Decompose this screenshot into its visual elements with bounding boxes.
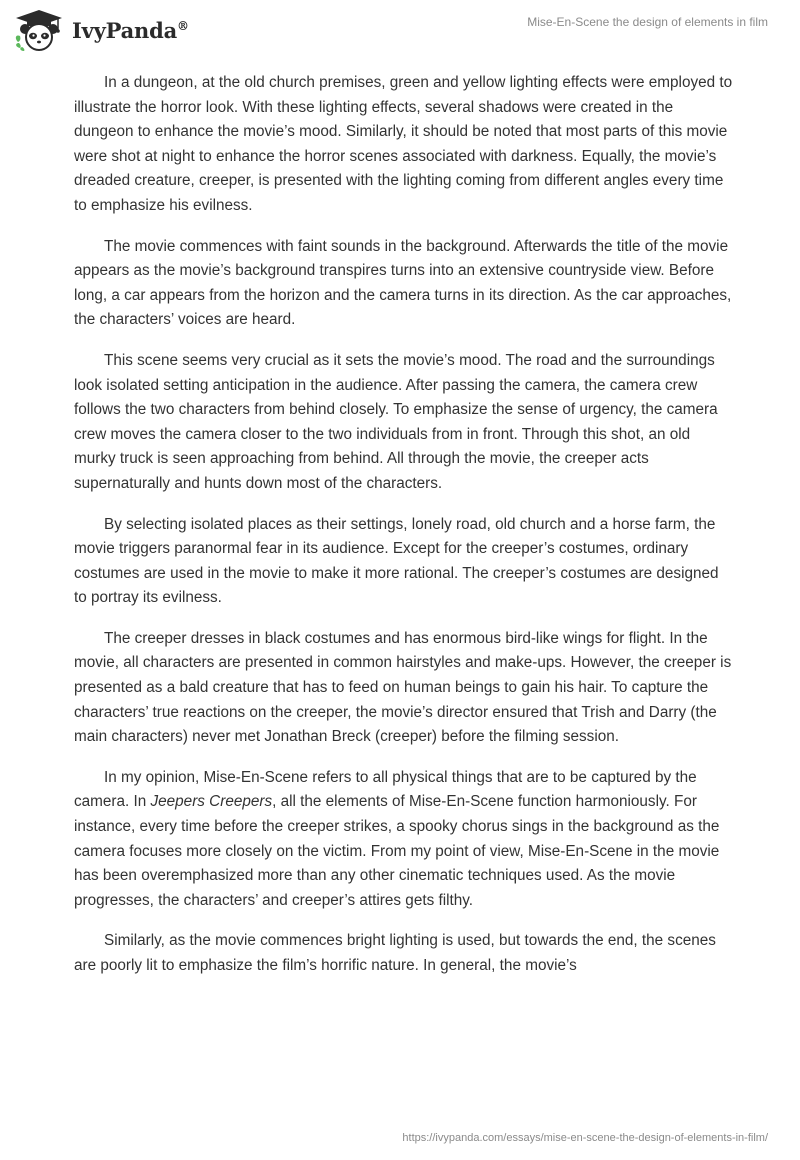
movie-title: Jeepers Creepers [150, 793, 273, 811]
panda-graduate-icon [12, 8, 66, 52]
paragraph-2: The movie commences with faint sounds in the background. Afterwards the title of the movie appears as the movie’s background transpires turns into an extensive countryside view. Before long, a car appears from the horizon and the camera turns in its direction. As the car approaches, the characters’ voices are heard. [74, 237, 732, 329]
brand-name: IvyPanda® [72, 17, 189, 43]
registered-mark: ® [177, 18, 189, 33]
document-title: Mise-En-Scene the design of elements in film [527, 15, 768, 29]
essay-body [74, 71, 734, 995]
opinion-text-start: In my opinion, Mise-En-Scene refers to all physical things that are to be captured by the camera. In [74, 768, 697, 811]
opinion-text-end: , all the elements of Mise-En-Scene function harmoniously. For instance, every time before the creeper strikes, a spooky chorus sings in the background as the camera focuses more closely on the victim. From my point of view, Mise-En-Scene in the movie has been overemphasized more than any other cinematic techniques used. As the movie progresses, the characters’ and creeper’s attires gets filthy. [74, 793, 720, 909]
paragraph-7: Similarly, as the movie commences bright lighting is used, but towards the end, the scenes are poorly lit to emphasize the film’s horrific nature. In general, the movie’s [74, 932, 716, 974]
paragraph-3: This scene seems very crucial as it sets the movie’s mood. The road and the surroundings look isolated setting anticipation in the audience. After passing the camera, the camera crew follows the two characters from behind closely. To emphasize the sense of urgency, the camera crew moves the camera closer to the two individuals from in front. Through this shot, an old murky truck is seen approaching from behind. All through the movie, the creeper acts supernaturally and hunts down most of the characters. [74, 351, 718, 492]
page-header [0, 0, 800, 64]
paragraph-5: The creeper dresses in black costumes and has enormous bird-like wings for flight. In the movie, all characters are presented in common hairstyles and make-ups. However, the creeper is presented as a bald creature that has to feed on human beings to gain his hair. To capture the characters’ true reactions on the creeper, the movie’s director ensured that Trish and Darry (the main characters) never met Jonathan Breck (creeper) before the filming session. [74, 629, 732, 746]
paragraph-6 [74, 766, 734, 914]
paragraph-4: By selecting isolated places as their settings, lonely road, old church and a horse farm, the movie triggers paranormal fear in its audience. Except for the creeper’s costumes, ordinary costumes are used in the movie to make it more rational. The creeper’s costumes are designed to portray its evilness. [74, 515, 719, 607]
source-url[interactable]: https://ivypanda.com/essays/mise-en-scene-the-design-of-elements-in-film/ [402, 1132, 768, 1144]
ivypanda-logo[interactable] [12, 8, 189, 52]
paragraph-1: In a dungeon, at the old church premises, green and yellow lighting effects were employed to illustrate the horror look. With these lighting effects, several shadows were created in the dungeon to enhance the movie’s mood. Similarly, it should be noted that most parts of this movie were shot at night to enhance the horror scenes associated with darkness. Equally, the movie’s dreaded creature, creeper, is presented with the lighting coming from different angles every time to emphasize his evilness. [74, 74, 733, 214]
